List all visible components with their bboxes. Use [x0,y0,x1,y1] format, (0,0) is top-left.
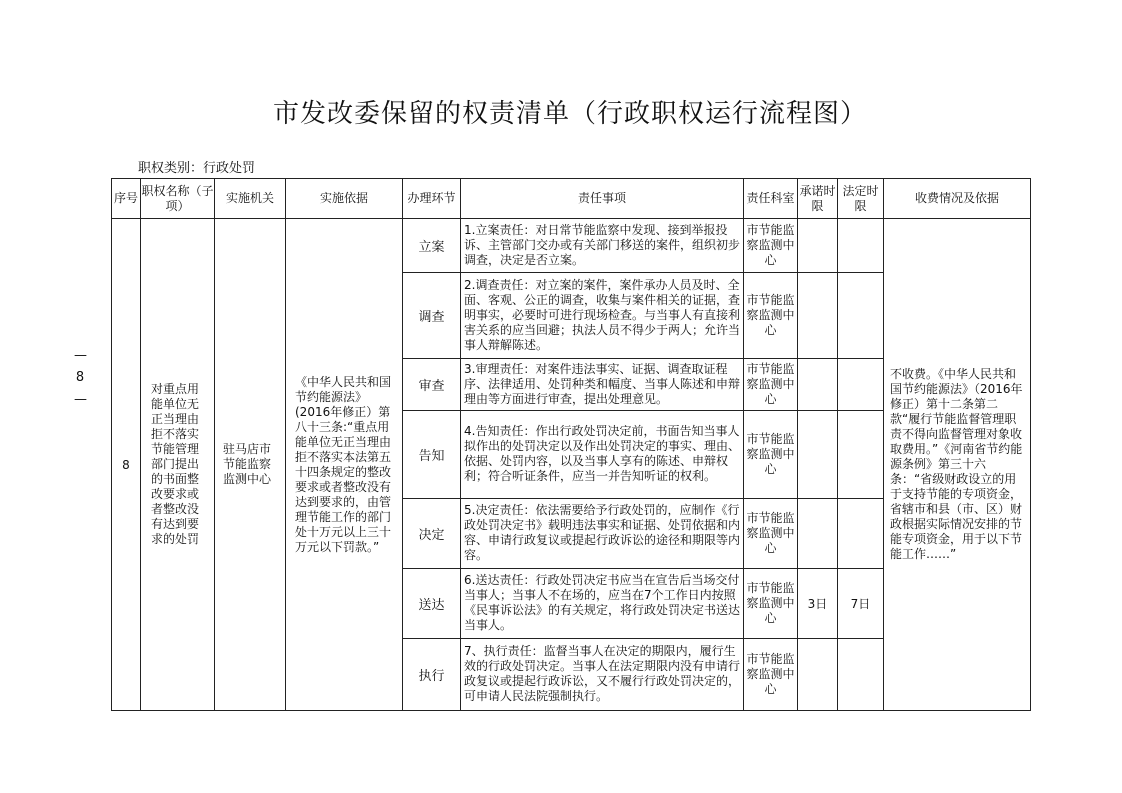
stage-dept: 市节能监察监测中心 [744,219,798,273]
page-number-value: 8 [75,370,85,385]
cell-basis: 《中华人民共和国节约能源法》(2016年修正）第八十三条:“重点用能单位无正当理由拒不落实本法第五十四条规定的整改要求或者整改没有达到要求的，由管理节能工作的部门处十万元以上三十万元以下罚款。” [286,219,403,711]
page-number [74,345,86,411]
stage-legal [838,219,884,273]
header-stage: 办理环节 [403,179,461,219]
stage-name: 审查 [403,359,461,411]
page-number-dash-top: — [74,348,87,363]
stage-name: 立案 [403,219,461,273]
stage-promise [798,498,838,568]
header-seq: 序号 [112,179,141,219]
header-duty: 责任事项 [461,179,744,219]
stage-promise [798,638,838,710]
stage-duty: 4.告知责任：作出行政处罚决定前，书面告知当事人拟作出的处罚决定以及作出处罚决定的事实、理由、依据、处罚内容，以及当事人享有的陈述、申辩权利；符合听证条件，应当一并告知听证的权利。 [461,411,744,498]
cell-agency: 驻马店市节能监察监测中心 [215,219,286,711]
stage-name: 调查 [403,273,461,359]
stage-promise [798,273,838,359]
page-title: 市发改委保留的权责清单（行政职权运行流程图） [272,99,867,129]
stage-duty: 6.送达责任：行政处罚决定书应当在宣告后当场交付当事人；当事人不在场的，应当在7个工作日内按照《民事诉讼法》的有关规定，将行政处罚决定书送达当事人。 [461,568,744,638]
stage-promise [798,219,838,273]
power-category: 职权类别：行政处罚 [138,161,256,176]
responsibility-table [111,178,1031,711]
cell-seq: 8 [112,219,141,711]
header-promise: 承诺时限 [798,179,838,219]
stage-legal [838,638,884,710]
stage-name: 告知 [403,411,461,498]
stage-promise [798,411,838,498]
stage-legal [838,411,884,498]
stage-duty: 5.决定责任：依法需要给予行政处罚的，应制作《行政处罚决定书》载明违法事实和证据、处罚依据和内容、申请行政复议或提起行政诉讼的途径和期限等内容。 [461,498,744,568]
stage-duty: 3.审理责任：对案件违法事实、证据、调查取证程序、法律适用、处罚种类和幅度、当事人陈述和申辩理由等方面进行审查，提出处理意见。 [461,359,744,411]
stage-duty: 7、执行责任：监督当事人在决定的期限内，履行生效的行政处罚决定。当事人在法定期限内没有申请行政复议或提起行政诉讼，又不履行行政处罚决定的，可申请人民法院强制执行。 [461,638,744,710]
header-fee: 收费情况及依据 [884,179,1031,219]
stage-name: 执行 [403,638,461,710]
stage-name: 决定 [403,498,461,568]
stage-duty: 2.调查责任：对立案的案件，案件承办人员及时、全面、客观、公正的调查，收集与案件相关的证据，查明事实，必要时可进行现场检查。与当事人有直接利害关系的应当回避；执法人员不得少于两人；允许当事人辩解陈述。 [461,273,744,359]
stage-promise [798,359,838,411]
header-name: 职权名称（子项） [141,179,215,219]
cell-power-name: 对重点用能单位无正当理由拒不落实节能管理部门提出的书面整改要求或者整改没有达到要求的处罚 [141,219,215,711]
stage-legal [838,359,884,411]
cell-fee: 不收费。《中华人民共和国节约能源法》（2016年修正）第十二条第二款“履行节能监督管理职责不得向监督管理对象收取费用。”《河南省节约能源条例》第三十六条：“省级财政设立的用于支持节能的专项资金，省辖市和县（市、区）财政根据实际情况安排的节能专项资金，用于以下节能工作……” [884,219,1031,711]
stage-duty: 1.立案责任：对日常节能监察中发现、接到举报投诉、主管部门交办或有关部门移送的案件，组织初步调查，决定是否立案。 [461,219,744,273]
table-row [112,219,1031,273]
stage-dept: 市节能监察监测中心 [744,568,798,638]
stage-dept: 市节能监察监测中心 [744,273,798,359]
stage-promise: 3日 [798,568,838,638]
stage-dept: 市节能监察监测中心 [744,498,798,568]
table-header-row [112,179,1031,219]
header-basis: 实施依据 [286,179,403,219]
stage-legal [838,273,884,359]
header-dept: 责任科室 [744,179,798,219]
header-agency: 实施机关 [215,179,286,219]
stage-dept: 市节能监察监测中心 [744,411,798,498]
stage-name: 送达 [403,568,461,638]
header-legal: 法定时限 [838,179,884,219]
stage-legal [838,498,884,568]
stage-legal: 7日 [838,568,884,638]
stage-dept: 市节能监察监测中心 [744,359,798,411]
page-number-dash-bottom: — [74,392,87,407]
stage-dept: 市节能监察监测中心 [744,638,798,710]
